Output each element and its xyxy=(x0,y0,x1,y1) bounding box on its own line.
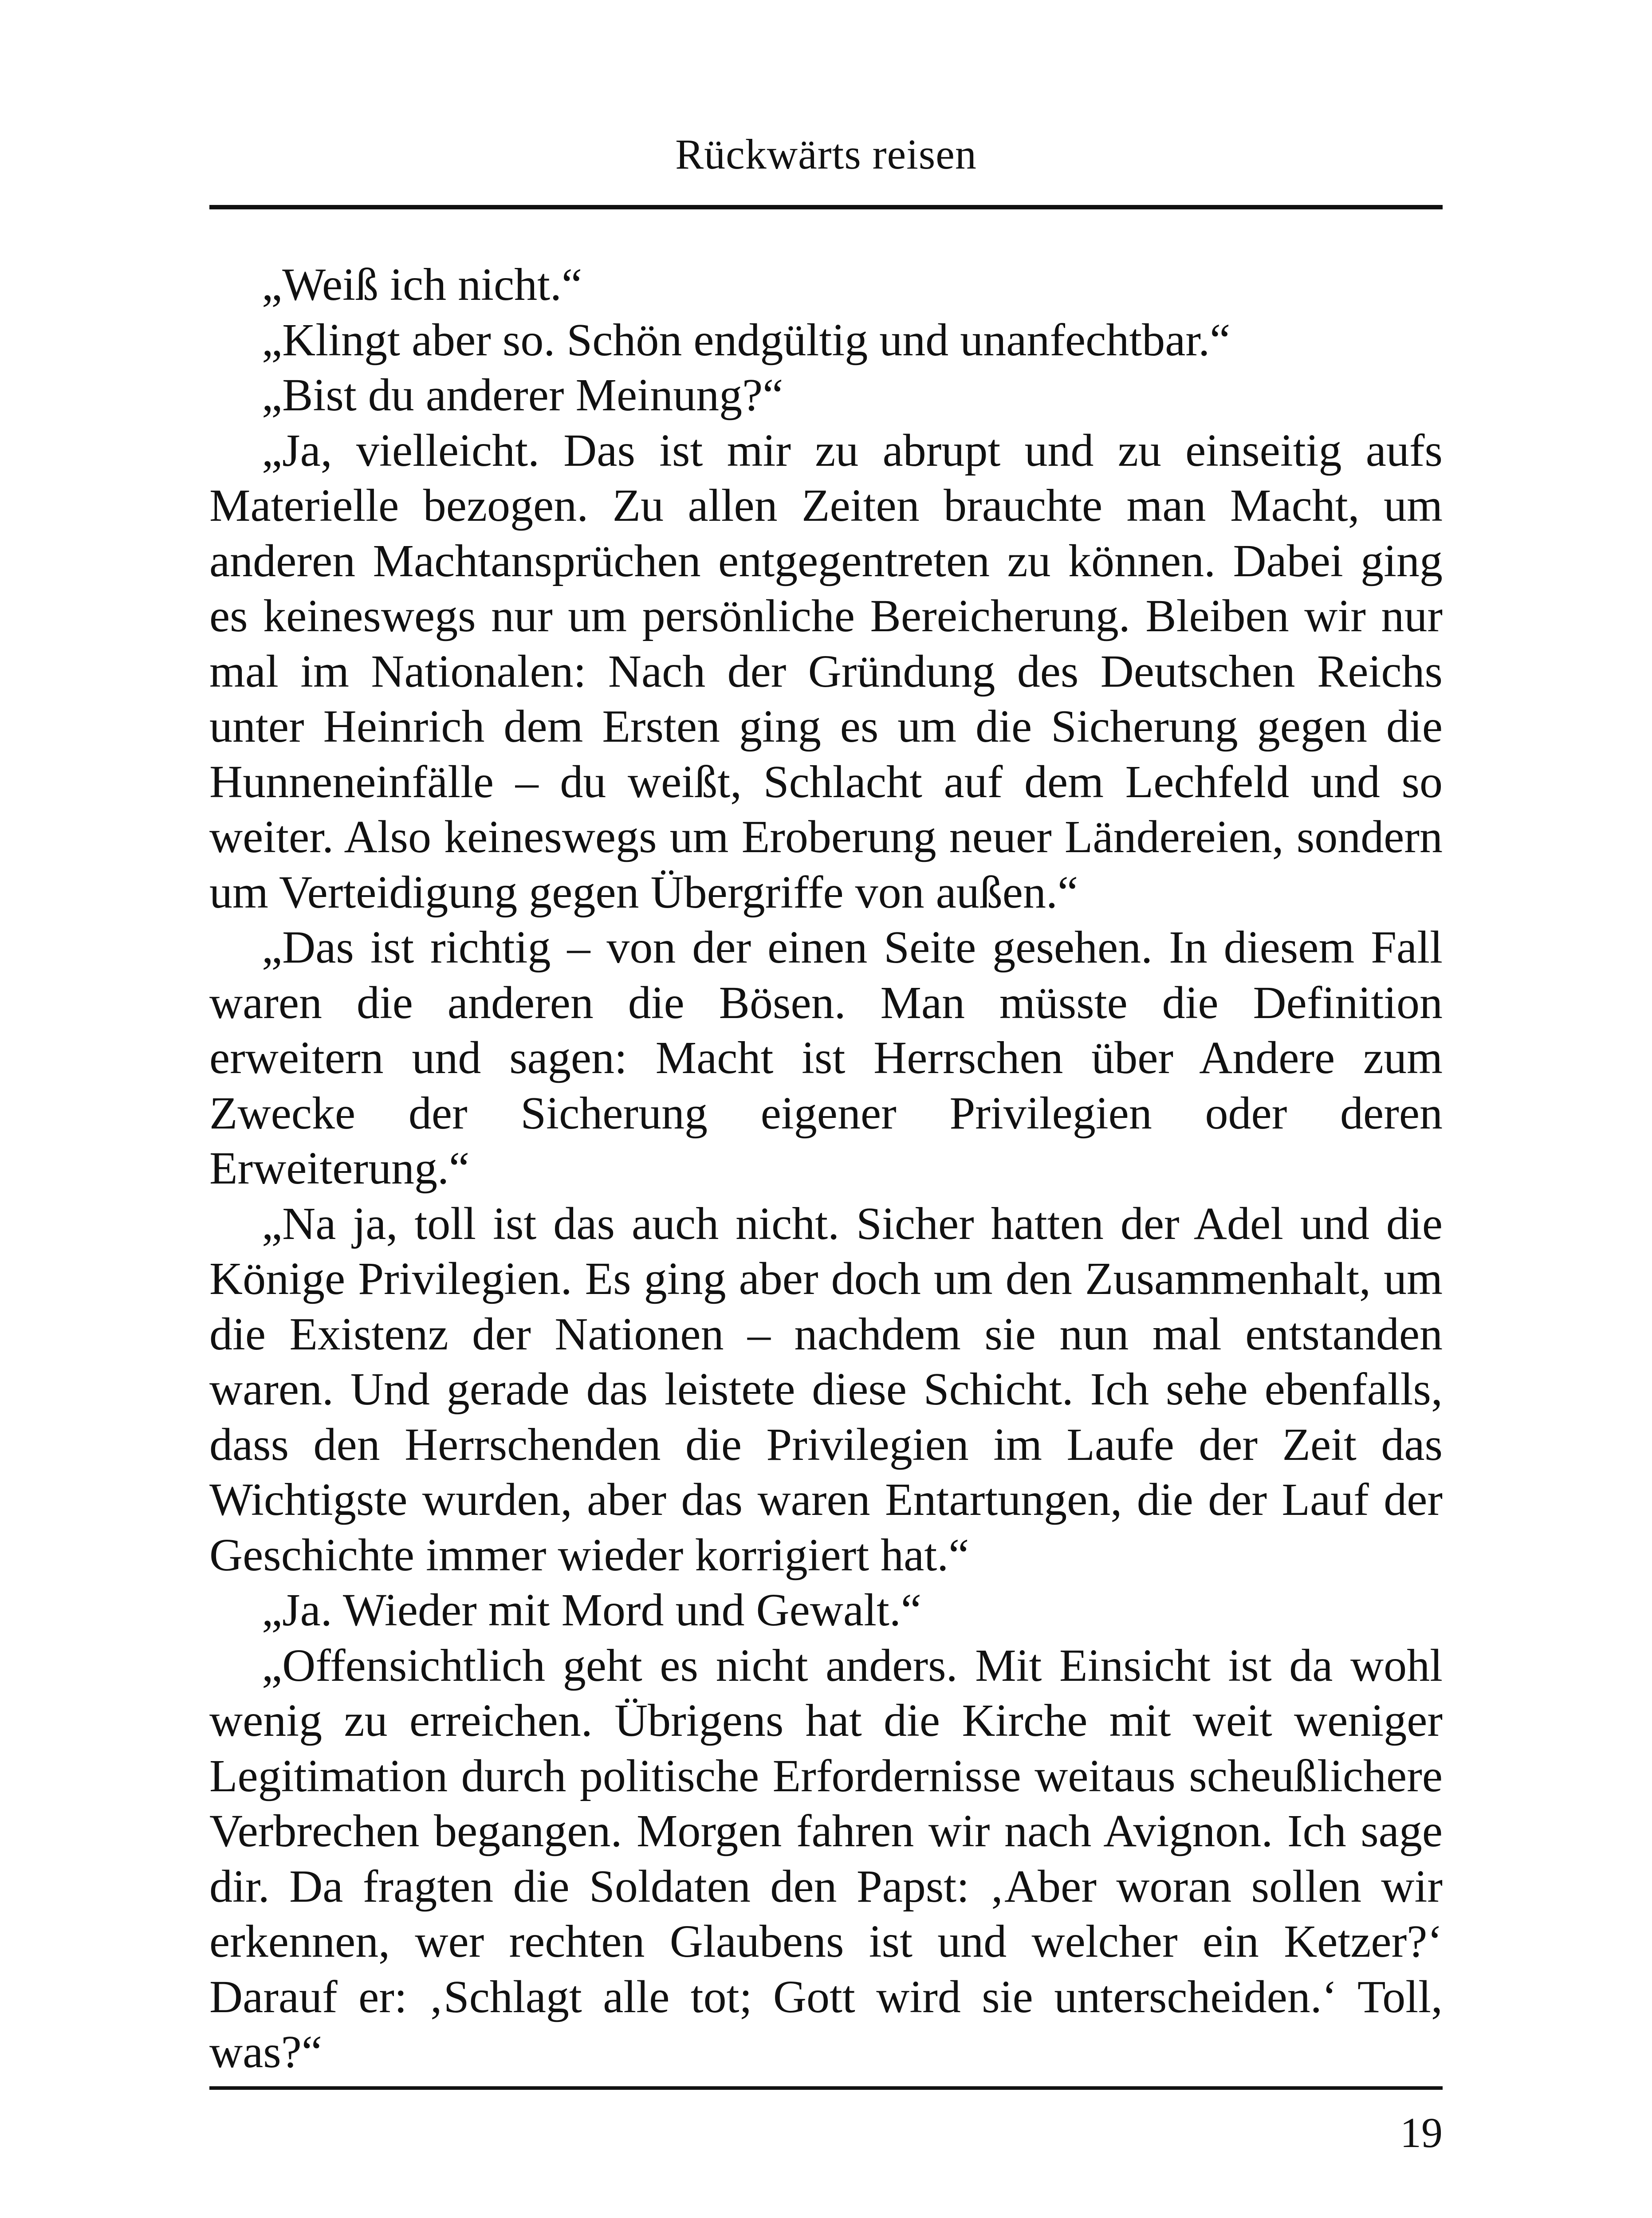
header-rule xyxy=(209,205,1443,209)
paragraph: „Offensichtlich geht es nicht anders. Mit Einsicht ist da wohl wenig zu erreichen. Übrigens hat die Kirche mit weit weniger Legitimation durch politische Erfordernisse weitaus scheußlichere Verbrechen begangen. Morgen fahren wir nach Avignon. Ich sage dir. Da fragten die Soldaten den Papst: ‚Aber woran sollen wir erkennen, wer rechten Glaubens ist und welcher ein Ketzer?‘ Darauf er: ‚Schlagt alle tot; Gott wird sie unterscheiden.‘ Toll, was?“ xyxy=(209,1640,1443,2077)
paragraph: „Bist du anderer Meinung?“ xyxy=(262,370,783,421)
paragraph: „Das ist richtig – von der einen Seite gesehen. In diesem Fall waren die anderen die Bösen. Man müsste die Definition erweitern und sagen: Macht ist Herrschen über Andere zum Zwecke der Sicherung eigener Privilegien oder deren Erweiterung.“ xyxy=(209,922,1443,1194)
body-text xyxy=(209,257,1443,2080)
running-head: Rückwärts reisen xyxy=(675,130,977,178)
page-number: 19 xyxy=(1400,2109,1443,2156)
footer-rule xyxy=(209,2086,1443,2090)
paragraph: „Ja. Wieder mit Mord und Gewalt.“ xyxy=(262,1585,922,1636)
paragraph: „Ja, vielleicht. Das ist mir zu abrupt und zu einseitig aufs Materielle bezogen. Zu allen Zeiten brauchte man Macht, um anderen Machtansprüchen entgegentreten zu können. Dabei ging es keineswegs nur um persönliche Bereicherung. Bleiben wir nur mal im Nationalen: Nach der Gründung des Deutschen Reichs unter Heinrich dem Ersten ging es um die Sicherung gegen die Hunneneinfälle – du weißt, Schlacht auf dem Lechfeld und so weiter. Also keineswegs um Eroberung neuer Ländereien, sondern um Verteidigung gegen Übergriffe von außen.“ xyxy=(209,425,1443,918)
paragraph: „Weiß ich nicht.“ xyxy=(262,259,582,310)
paragraph: „Na ja, toll ist das auch nicht. Sicher hatten der Adel und die Könige Privilegien. Es ging aber doch um den Zusammenhalt, um die Existenz der Nationen – nachdem sie nun mal entstanden waren. Und gerade das leistete diese Schicht. Ich sehe ebenfalls, dass den Herrschenden die Privilegien im Laufe der Zeit das Wichtigste wurden, aber das waren Entartungen, die der Lauf der Geschichte immer wieder korrigiert hat.“ xyxy=(209,1198,1443,1581)
paragraph: „Klingt aber so. Schön endgültig und unanfechtbar.“ xyxy=(262,314,1231,366)
